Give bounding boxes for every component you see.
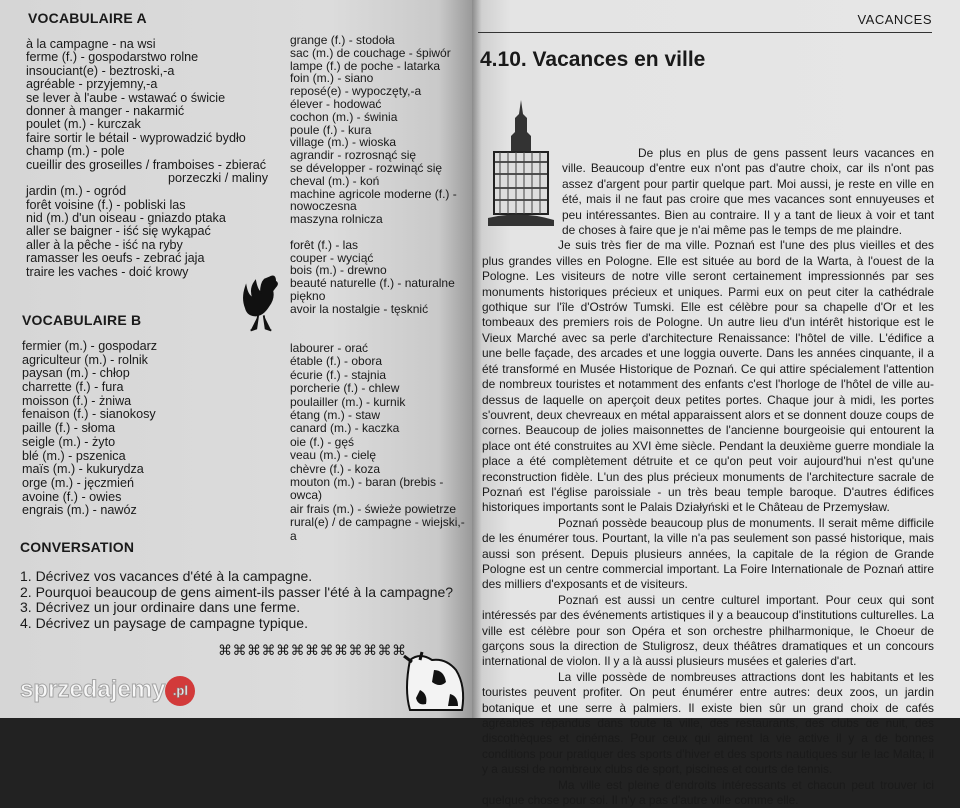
vocab-item bbox=[290, 226, 468, 239]
vocab-a-heading: VOCABULAIRE A bbox=[28, 10, 147, 26]
vocab-item: aller se baigner - iść się wykąpać bbox=[26, 224, 211, 239]
vocab-item: faire sortir le bétail - wyprowadzić bydło bbox=[26, 130, 246, 145]
vocab-item: aller à la pêche - iść na ryby bbox=[26, 237, 183, 252]
ornament-divider: ⌘⌘⌘⌘⌘⌘⌘⌘⌘⌘⌘⌘⌘ bbox=[218, 642, 407, 658]
conversation-question: 1. Décrivez vos vacances d'été à la campagne. bbox=[20, 568, 313, 584]
vocab-item: foin (m.) - siano bbox=[290, 71, 374, 86]
vocab-item: moisson (f.) - żniwa bbox=[22, 393, 132, 408]
conversation-question: 3. Décrivez un jour ordinaire dans une ferme. bbox=[20, 599, 301, 615]
article-body bbox=[482, 98, 934, 808]
vocab-item: agréable - przyjemny,-a bbox=[26, 77, 158, 92]
conversation-question: 4. Décrivez un paysage de campagne typique. bbox=[20, 614, 308, 631]
paragraph: La ville possède de nombreuses attractions dont les habitants et les touristes peuvent profiter. On peut énumérer entre autres: deux zoos, un jardin botanique et une serre à palmiers. Il existe bien sûr un grand choix de cafés agréables répandus dans toute la ville, des restaurants, des clubs de nuit, des discothèques et cinémas. Pour ceux qui aiment la vie active il y a de bonnes conditions pour pratiquer des sports d'hiver et des sports nautiques sur le lac Malta; il y a aussi de nombreux clubs de sport, piscines et courts de tennis. bbox=[482, 669, 934, 777]
vocab-item: charrette (f.) - fura bbox=[22, 380, 124, 395]
vocab-item: oie (f.) - gęś bbox=[290, 434, 355, 449]
vocab-item: avoir la nostalgie - tęsknić bbox=[290, 301, 429, 316]
vocab-item: jardin (m.) - ogród bbox=[26, 184, 127, 199]
vocab-item: poule (f.) - kura bbox=[290, 122, 372, 137]
vocab-item: traire les vaches - doić krowy bbox=[26, 264, 189, 279]
vocab-item: bois (m.) - drewno bbox=[290, 263, 387, 278]
vocab-item: cueillir des groseilles / framboises - zbierać bbox=[26, 157, 267, 172]
vocab-item: cheval (m.) - koń bbox=[290, 173, 380, 188]
vocab-item: veau (m.) - cielę bbox=[290, 448, 377, 463]
vocab-item: chèvre (f.) - koza bbox=[290, 461, 381, 476]
watermark bbox=[20, 676, 195, 706]
paragraph: De plus en plus de gens passent leurs vacances en ville. Beaucoup d'entre eux n'ont pas d'autre choix, car ils n'ont pas assez d'argent pour partir quelque part. Moi aussi, je reste en ville en été, mais il ne faut pas croire que mes vacances sont ennuyeuses et peu intéressantes. Bien au contraire. Il y a tant de lieux à voir et tant de choses à faire que je n'ai même pas le temps de me plaindre. bbox=[562, 146, 934, 238]
paragraph: Poznań est aussi un centre culturel important. Pour ceux qui sont intéressés par des événements artistiques il y a beaucoup d'institutions culturelles. La ville est célèbre pour son Opéra et son orchestre philharmonique, le Choeur de garçons sous la direction de Stuligrosz, deux théâtres dramatiques et un concours international de violon. Il y a là aussi plusieurs musées et galeries d'art. bbox=[482, 592, 934, 669]
section-title: 4.10. Vacances en ville bbox=[480, 48, 706, 71]
vocab-a-list-2 bbox=[290, 34, 468, 316]
vocab-item: engrais (m.) - nawóz bbox=[22, 503, 137, 518]
watermark-badge: .pl bbox=[165, 676, 195, 706]
vocab-item: ferme (f.) - gospodarstwo rolne bbox=[26, 50, 199, 65]
vocab-item: se développer - rozwinąć się bbox=[290, 160, 443, 175]
vocab-item: maïs (m.) - kukurydza bbox=[22, 462, 144, 477]
vocab-item: seigle (m.) - żyto bbox=[22, 434, 116, 449]
conversation-question: 2. Pourquoi beaucoup de gens aiment-ils passer l'été à la campagne? bbox=[20, 583, 454, 600]
vocab-item: grange (f.) - stodoła bbox=[290, 33, 395, 47]
header-rule bbox=[478, 32, 932, 33]
vocab-item: cochon (m.) - świnia bbox=[290, 109, 398, 124]
vocab-item: porzeczki / maliny bbox=[168, 170, 269, 185]
vocab-b-list-1 bbox=[22, 340, 157, 518]
vocab-item: poulailler (m.) - kurnik bbox=[290, 394, 406, 409]
vocab-item: agrandir - rozrosnąć się bbox=[290, 148, 417, 163]
conversation-heading: CONVERSATION bbox=[20, 539, 135, 555]
vocab-item: mouton (m.) - baran (brebis - owca) bbox=[290, 475, 444, 503]
paragraph: Ma ville est pleine d'endroits intéressants et chacun peut trouver ici quelque chose pour soi. Il n'y a pas d'autre ville comme elle. bbox=[482, 777, 934, 808]
vocab-item: machine agricole moderne (f.) - nowoczesna bbox=[290, 186, 457, 214]
vocab-item: orge (m.) - jęczmień bbox=[22, 475, 134, 490]
rooster-icon bbox=[240, 272, 280, 338]
vocab-item: forêt (f.) - las bbox=[290, 237, 359, 252]
vocab-item: avoine (f.) - owies bbox=[22, 489, 122, 504]
cow-icon bbox=[400, 650, 470, 718]
vocab-item: beauté naturelle (f.) - naturalne piękno bbox=[290, 276, 455, 303]
vocab-item: poulet (m.) - kurczak bbox=[26, 117, 141, 132]
vocab-item: air frais (m.) - świeże powietrze bbox=[290, 501, 457, 516]
running-header: VACANCES bbox=[857, 12, 932, 27]
vocab-item: maszyna rolnicza bbox=[290, 212, 383, 227]
vocab-item: couper - wyciąć bbox=[290, 250, 374, 265]
vocab-item: agriculteur (m.) - rolnik bbox=[22, 352, 148, 367]
vocab-item: fermier (m.) - gospodarz bbox=[22, 339, 158, 353]
vocab-item: ramasser les oeufs - zebrać jaja bbox=[26, 251, 205, 266]
vocab-item: canard (m.) - kaczka bbox=[290, 421, 400, 436]
paragraph: Je suis très fier de ma ville. Poznań est l'une des plus vieilles et des plus grandes villes en Pologne. Elle est située au bord de la Warta, à l'ouest de la Pologne. Les visiteurs de notre ville seront certainement impressionnés par ses monuments historiques précieux et uniques. Parmi eux on peut citer la cathédrale gothique sur l'île d'Ostrów Tumski. Elle est célèbre pour sa chapelle d'Or et les tombeaux des premiers rois de Pologne. Un autre lieu d'un intérêt historique est le Vieux Marché avec sa perle d'architecture Renaissance: l'hôtel de ville. L'édifice a une belle façade, des arcades et une loggia ouverte. Dans les années cinquante, il a été transformé en Musée Historique de Poznań. Ce qui attire spécialement l'attention de nombreux touristes et notamment des enfants c'est l'horloge de l'hôtel de ville au-dessus de laquelle on aperçoit deux petites portes. Chaque jour à midi, les portes s'ouvrent, deux chevreaux en métal apparaissent alors et se donnent douze coups de cornes. Beaucoup de jolies maisonnettes de l'ancienne bourgeoisie qui entourent la place ont été construites au XVI ème siècle. Pendant la deuxième guerre mondiale la place a été complètement détruite et ce qu'on peut voir aujourd'hui n'est qu'une reconstruction fidèle. L'un des plus précieux monuments de l'architecture sacrale de Poznań est l'église paroissiale - un très beau temple baroque. D'autres édifices historiques importants sont le Palais Działyński et le Château de Przemysław. bbox=[482, 238, 934, 515]
vocab-b-list-2 bbox=[290, 342, 468, 543]
vocab-item: lampe (f.) de poche - latarka bbox=[290, 58, 441, 73]
vocab-item: paille (f.) - słoma bbox=[22, 421, 116, 436]
vocab-b-heading: VOCABULAIRE B bbox=[22, 312, 142, 328]
paragraph: Poznań possède beaucoup plus de monuments. Il serait même difficile de les énumérer tous. Pourtant, la ville n'a pas seulement son passé historique, mais aussi son présent. Depuis plusieurs années, la capitale de la région de Grande Pologne est un centre commercial important. La Foire Internationale de Poznań attire des milliers d'exposants et de visiteurs. bbox=[482, 515, 934, 592]
vocab-item: sac (m.) de couchage - śpiwór bbox=[290, 45, 451, 60]
vocab-item: insouciant(e) - beztroski,-a bbox=[26, 63, 175, 78]
vocab-item: forêt voisine (f.) - pobliski las bbox=[26, 197, 186, 212]
vocab-item: écurie (f.) - stajnia bbox=[290, 367, 387, 382]
vocab-item: se lever à l'aube - wstawać o świcie bbox=[26, 90, 226, 105]
conversation-questions bbox=[20, 569, 453, 631]
vocab-item: étang (m.) - staw bbox=[290, 408, 381, 423]
vocab-item: reposé(e) - wypoczęty,-a bbox=[290, 84, 422, 99]
vocab-item: fenaison (f.) - sianokosy bbox=[22, 407, 156, 422]
vocab-item: à la campagne - na wsi bbox=[26, 37, 156, 51]
watermark-text: sprzedajemy bbox=[20, 676, 166, 703]
vocab-item: rural(e) / de campagne - wiejski,-a bbox=[290, 515, 465, 543]
vocab-item: nid (m.) d'un oiseau - gniazdo ptaka bbox=[26, 211, 226, 226]
vocab-item: village (m.) - wioska bbox=[290, 135, 397, 150]
vocab-a-list-1 bbox=[26, 38, 268, 279]
town-hall-illustration bbox=[486, 98, 556, 230]
vocab-item: élever - hodować bbox=[290, 96, 382, 111]
left-page bbox=[0, 0, 472, 718]
vocab-item: blé (m.) - pszenica bbox=[22, 448, 126, 463]
vocab-item: donner à manger - nakarmić bbox=[26, 103, 185, 118]
vocab-item: champ (m.) - pole bbox=[26, 144, 125, 159]
vocab-item: paysan (m.) - chłop bbox=[22, 366, 130, 381]
vocab-item: porcherie (f.) - chlew bbox=[290, 381, 400, 396]
vocab-item: étable (f.) - obora bbox=[290, 354, 383, 369]
vocab-item: labourer - orać bbox=[290, 341, 369, 355]
